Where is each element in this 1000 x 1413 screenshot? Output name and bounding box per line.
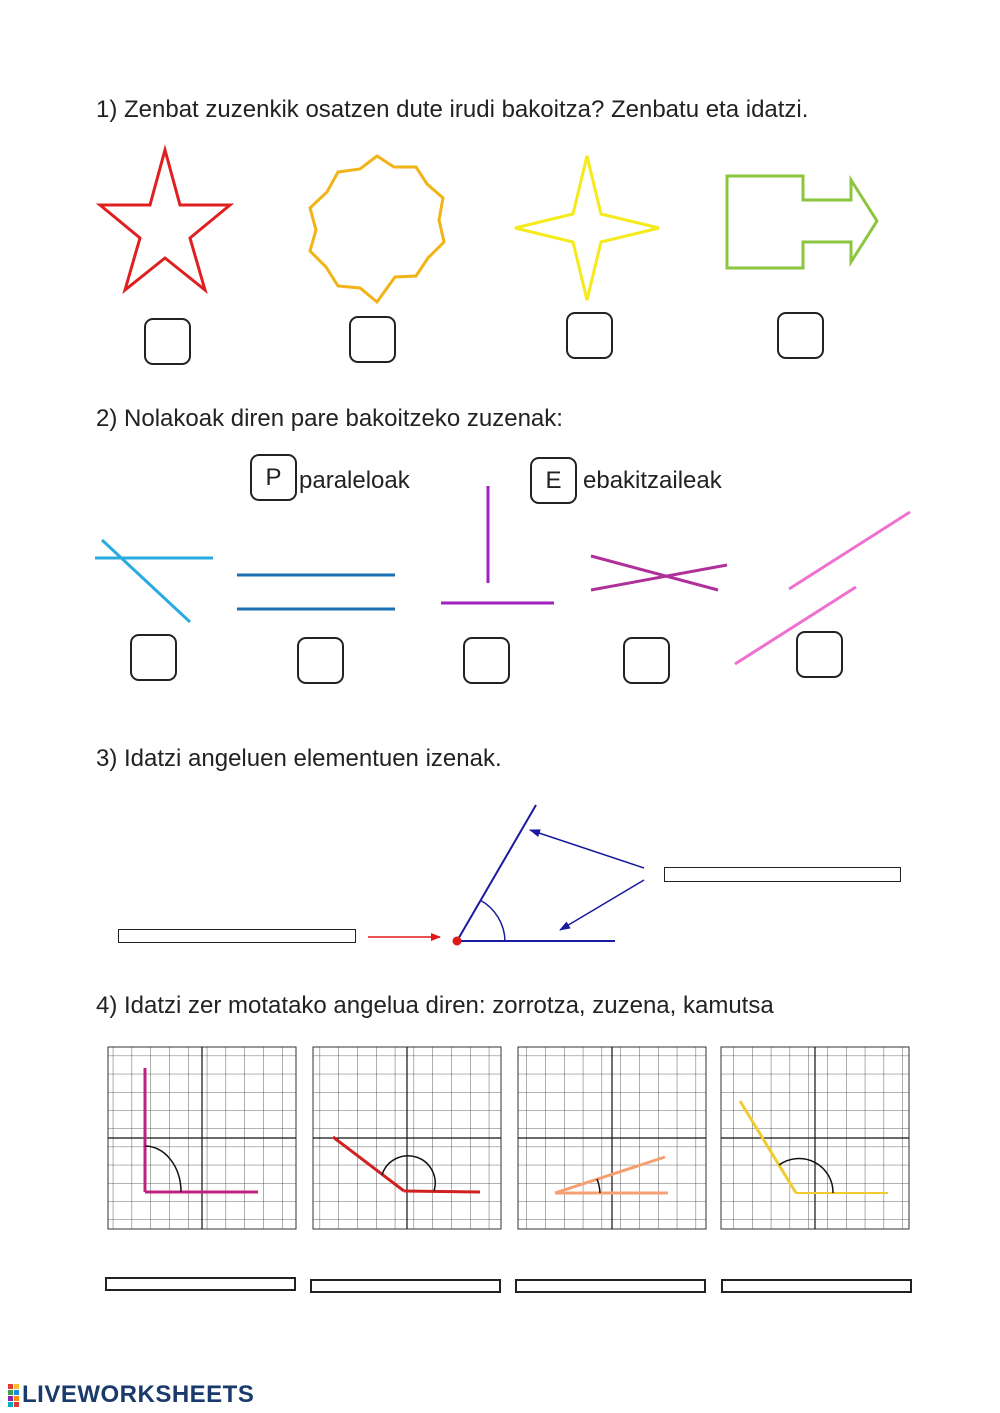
legend-p-box: P <box>250 454 297 501</box>
q2-answer-box-3[interactable] <box>463 637 510 684</box>
question-1: 1) Zenbat zuzenkik osatzen dute irudi bakoitza? Zenbatu eta idatzi. <box>96 96 809 123</box>
legend-e-box: E <box>530 457 577 504</box>
question-4: 4) Idatzi zer motatako angelua diren: zorrotza, zuzena, kamutsa <box>96 992 774 1019</box>
q4-answer-field-3[interactable] <box>515 1279 706 1293</box>
vertex-dot <box>453 937 462 946</box>
q3-vertex-answer-field[interactable] <box>118 929 356 943</box>
four-point-star-icon <box>515 156 659 300</box>
dodecagon-star-icon <box>310 156 444 302</box>
question-3: 3) Idatzi angeluen elementuen izenak. <box>96 745 502 772</box>
grid-1 <box>108 1047 296 1229</box>
q4-answer-field-2[interactable] <box>310 1279 501 1293</box>
question-2: 2) Nolakoak diren pare bakoitzeko zuzenak: <box>96 405 563 432</box>
star-icon <box>100 150 230 290</box>
footer-logo <box>22 1380 254 1410</box>
legend-p-text: paraleloak <box>299 467 410 494</box>
legend-e-text: ebakitzaileak <box>583 467 722 494</box>
liveworksheets-logo-icon <box>8 1384 19 1407</box>
q4-answer-field-4[interactable] <box>721 1279 912 1293</box>
logo-text: LIVEWORKSHEETS <box>22 1381 255 1408</box>
q2-answer-box-4[interactable] <box>623 637 670 684</box>
q1-answer-box-4[interactable] <box>777 312 824 359</box>
angle-diagram <box>368 805 644 946</box>
line-pair-2 <box>237 575 395 609</box>
q2-answer-box-2[interactable] <box>297 637 344 684</box>
grid-2 <box>313 1047 501 1229</box>
q1-answer-box-3[interactable] <box>566 312 613 359</box>
line-pair-4 <box>591 556 727 590</box>
line-pair-1 <box>95 540 213 622</box>
q2-answer-box-1[interactable] <box>130 634 177 681</box>
grid-3 <box>518 1047 706 1229</box>
grid-4 <box>721 1047 909 1229</box>
q3-sides-answer-field[interactable] <box>664 867 901 882</box>
q1-answer-box-2[interactable] <box>349 316 396 363</box>
q2-answer-box-5[interactable] <box>796 631 843 678</box>
q1-answer-box-1[interactable] <box>144 318 191 365</box>
arrow-icon <box>727 176 877 268</box>
q4-answer-field-1[interactable] <box>105 1277 296 1291</box>
